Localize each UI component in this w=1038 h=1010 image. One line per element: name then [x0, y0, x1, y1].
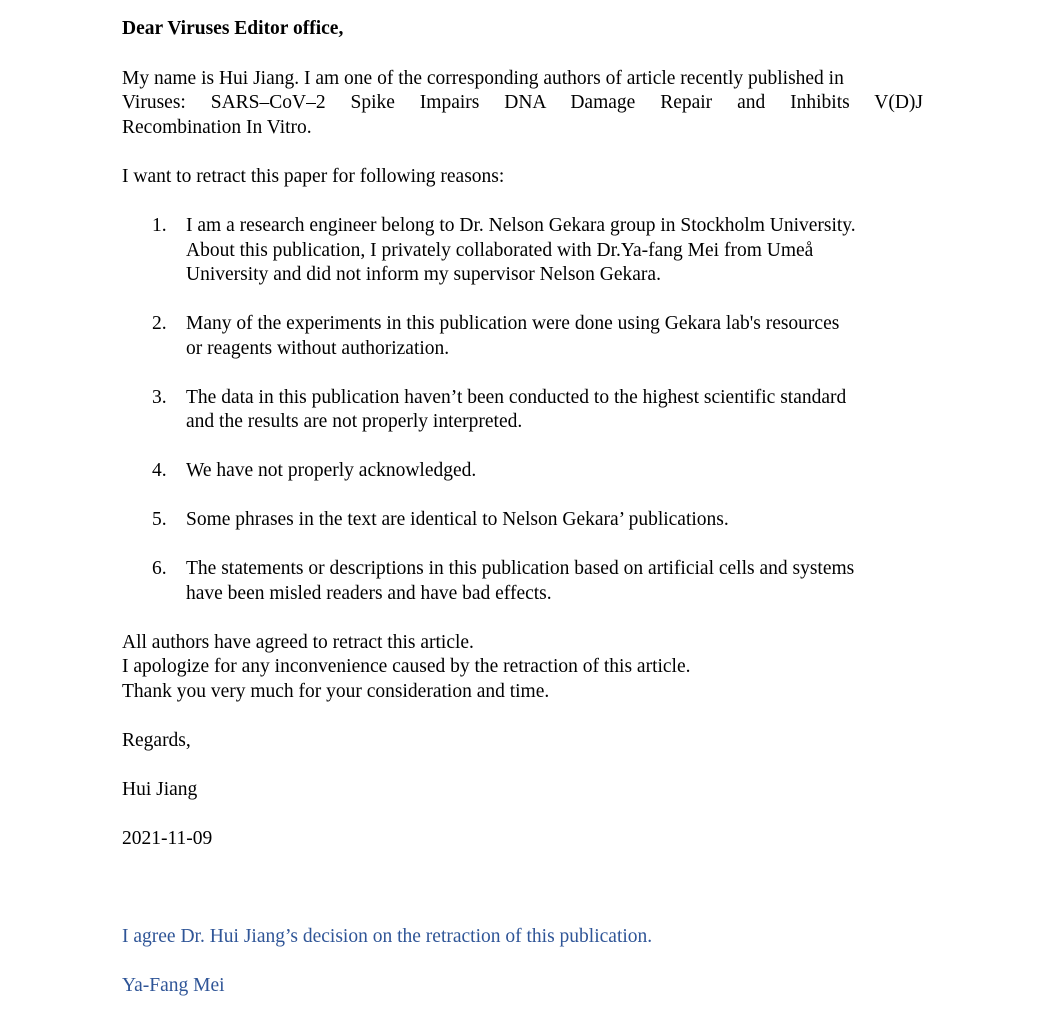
- regards: Regards,: [122, 730, 191, 751]
- closing-line-3: Thank you very much for your consideration and time.: [122, 681, 550, 702]
- signature-name: Hui Jiang: [122, 779, 198, 800]
- reason-4-line-1: We have not properly acknowledged.: [186, 460, 477, 481]
- reason-number: 6.: [152, 558, 167, 579]
- reason-number: 2.: [152, 313, 167, 334]
- reason-5-line-1: Some phrases in the text are identical to Nelson Gekara’ publications.: [186, 509, 729, 530]
- reason-number: 5.: [152, 509, 167, 530]
- coauthor-agreement: I agree Dr. Hui Jiang’s decision on the retraction of this publication.: [122, 926, 653, 947]
- intro-line-3: Recombination In Vitro.: [122, 117, 312, 138]
- letter-date: 2021-11-09: [122, 828, 213, 849]
- intro-line-2: Viruses: SARS–CoV–2 Spike Impairs DNA Damage Repair and Inhibits V(D)J: [122, 92, 923, 113]
- reason-2-line-2: or reagents without authorization.: [186, 338, 450, 359]
- reason-6-line-2: have been misled readers and have bad effects.: [186, 583, 552, 604]
- reason-number: 3.: [152, 387, 167, 408]
- reasons-intro: I want to retract this paper for following reasons:: [122, 166, 505, 187]
- reason-number: 4.: [152, 460, 167, 481]
- coauthor-name: Ya-Fang Mei: [122, 975, 225, 996]
- intro-line-1: My name is Hui Jiang. I am one of the corresponding authors of article recently published in: [122, 68, 844, 89]
- reason-1-line-2: About this publication, I privately collaborated with Dr.Ya-fang Mei from Umeå: [186, 240, 814, 261]
- reason-1-line-3: University and did not inform my supervisor Nelson Gekara.: [186, 264, 661, 285]
- closing-line-2: I apologize for any inconvenience caused by the retraction of this article.: [122, 656, 691, 677]
- reason-number: 1.: [152, 215, 167, 236]
- reason-3-line-2: and the results are not properly interpreted.: [186, 411, 523, 432]
- reason-3-line-1: The data in this publication haven’t been conducted to the highest scientific standard: [186, 387, 847, 408]
- reason-6-line-1: The statements or descriptions in this publication based on artificial cells and systems: [186, 558, 855, 579]
- salutation: Dear Viruses Editor office,: [122, 18, 344, 39]
- reason-1-line-1: I am a research engineer belong to Dr. Nelson Gekara group in Stockholm University.: [186, 215, 856, 236]
- closing-line-1: All authors have agreed to retract this article.: [122, 632, 474, 653]
- reason-2-line-1: Many of the experiments in this publication were done using Gekara lab's resources: [186, 313, 840, 334]
